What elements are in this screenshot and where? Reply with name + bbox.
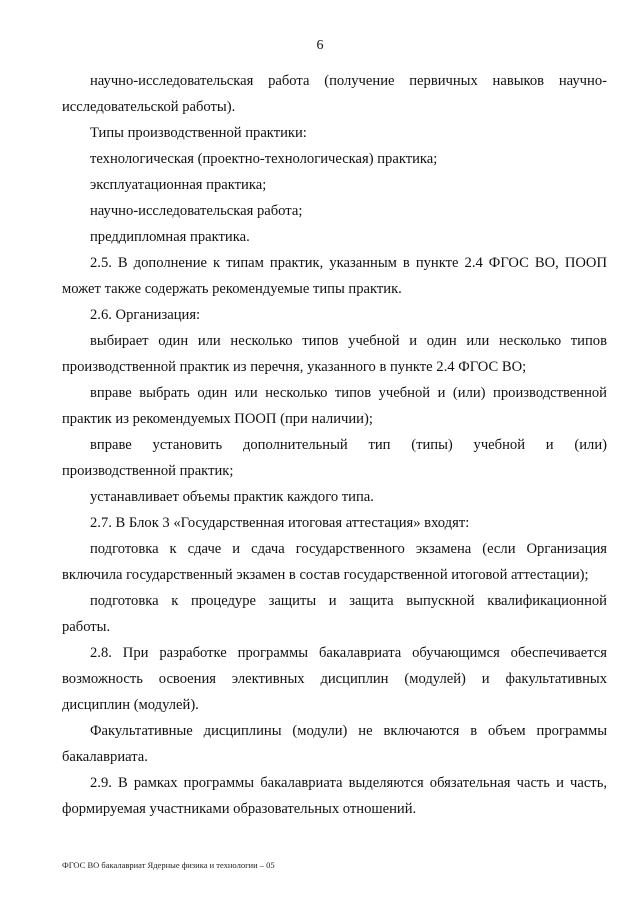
paragraph-line: дисциплин (модулей). [62, 697, 199, 713]
paragraph-line: Типы производственной практики: [90, 125, 307, 141]
paragraph-line: 2.9. В рамках программы бакалавриата выделяются обязательная часть и часть, [90, 775, 607, 791]
paragraph-line: технологическая (проектно-технологическая) практика; [90, 151, 438, 167]
paragraph [62, 250, 607, 302]
paragraph-line: выбирает один или несколько типов учебной и один или несколько типов [90, 333, 607, 349]
paragraph-line: возможность освоения элективных дисциплин (модулей) и факультативных [62, 671, 607, 687]
paragraph-line: работы. [62, 619, 111, 635]
paragraph [62, 198, 607, 224]
paragraph-line: вправе выбрать один или несколько типов учебной и (или) производственной [90, 385, 607, 401]
paragraph [62, 484, 607, 510]
paragraph-line: Факультативные дисциплины (модули) не включаются в объем программы [90, 723, 607, 739]
paragraph-line: исследовательской работы). [62, 99, 236, 115]
paragraph-line: 2.5. В дополнение к типам практик, указанным в пункте 2.4 ФГОС ВО, ПООП [90, 255, 607, 271]
page-number: 6 [316, 38, 324, 53]
paragraph-line: включила государственный экзамен в состав государственной итоговой аттестации); [62, 567, 589, 583]
page-footer: ФГОС ВО бакалавриат Ядерные физика и технологии – 05 [62, 860, 275, 870]
paragraph-line: 2.8. При разработке программы бакалавриата обучающимся обеспечивается [90, 645, 607, 661]
paragraph-line: производственной практик; [62, 463, 234, 479]
paragraph-line: научно-исследовательская работа (получение первичных навыков научно- [90, 73, 607, 89]
paragraph [62, 302, 607, 328]
paragraph [62, 68, 607, 120]
paragraph-line: 2.7. В Блок 3 «Государственная итоговая аттестация» входят: [90, 515, 470, 531]
paragraph-line: бакалавриата. [62, 749, 148, 765]
paragraph [62, 224, 607, 250]
paragraph [62, 718, 607, 770]
paragraph-line: устанавливает объемы практик каждого типа. [90, 489, 374, 505]
paragraph-line: подготовка к процедуре защиты и защита выпускной квалификационной [90, 593, 607, 609]
paragraph-line: 2.6. Организация: [90, 307, 201, 323]
paragraph [62, 536, 607, 588]
paragraph [62, 120, 607, 146]
paragraph [62, 770, 607, 822]
document-body [62, 68, 607, 822]
paragraph-line: практик из рекомендуемых ПООП (при наличии); [62, 411, 373, 427]
paragraph [62, 640, 607, 718]
paragraph-line: вправе установить дополнительный тип (типы) учебной и (или) [90, 437, 607, 453]
paragraph [62, 510, 607, 536]
paragraph-line: подготовка к сдаче и сдача государственного экзамена (если Организация [90, 541, 607, 557]
paragraph [62, 146, 607, 172]
paragraph-line: формируемая участниками образовательных отношений. [62, 801, 417, 817]
paragraph-line: научно-исследовательская работа; [90, 203, 303, 219]
paragraph-line: преддипломная практика. [90, 229, 250, 245]
paragraph [62, 328, 607, 380]
paragraph [62, 380, 607, 432]
paragraph-line: производственной практик из перечня, указанного в пункте 2.4 ФГОС ВО; [62, 359, 527, 375]
paragraph-line: может также содержать рекомендуемые типы практик. [62, 281, 402, 297]
paragraph [62, 172, 607, 198]
paragraph [62, 432, 607, 484]
paragraph [62, 588, 607, 640]
paragraph-line: эксплуатационная практика; [90, 177, 267, 193]
